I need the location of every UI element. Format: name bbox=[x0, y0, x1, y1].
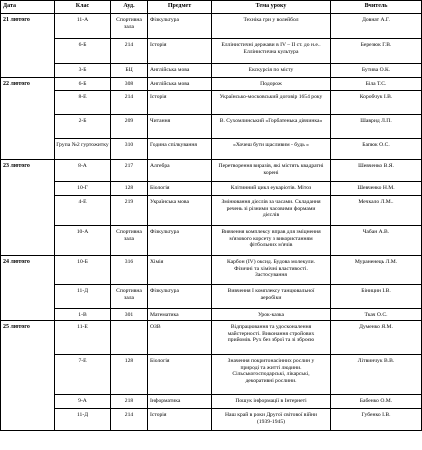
cell-subject: Математика bbox=[148, 309, 212, 321]
cell-topic: Значення покритонасінних рослин у природі та житті людини. Сільськогосподарські, лікарські, декоративні рослини. bbox=[212, 355, 331, 395]
cell-teacher: Довнат А.Г. bbox=[331, 14, 422, 39]
cell-class: 1-В bbox=[55, 309, 111, 321]
table-row bbox=[1, 14, 422, 39]
cell-teacher: Коробчук І.В. bbox=[331, 91, 422, 115]
cell-subject: Фізкультура bbox=[148, 14, 212, 39]
cell-room: 128 bbox=[111, 182, 148, 196]
cell-topic: Українсько-московський договір 1654 року bbox=[212, 91, 331, 115]
cell-room: 209 bbox=[111, 115, 148, 139]
cell-room: 128 bbox=[111, 355, 148, 395]
cell-subject: Історія bbox=[148, 39, 212, 64]
cell-room: БЦ bbox=[111, 64, 148, 78]
header-date: Дата bbox=[1, 1, 55, 14]
table-row bbox=[1, 409, 422, 431]
day-date: 23 лютого bbox=[1, 160, 55, 256]
cell-subject: ОЗВ bbox=[148, 321, 212, 355]
cell-class: 2-Б bbox=[55, 115, 111, 139]
cell-room: 217 bbox=[111, 160, 148, 182]
cell-class: 6-Б bbox=[55, 39, 111, 64]
cell-topic: Відпрацювання та удосконалення майстерності. Виконання стройових прийомів. Рух без зброї та зі зброєю bbox=[212, 321, 331, 355]
cell-room: 219 bbox=[111, 196, 148, 226]
cell-topic: Екскурсія по місту bbox=[212, 64, 331, 78]
cell-room: 214 bbox=[111, 91, 148, 115]
cell-topic: «Хочеш бути щасливим - будь » bbox=[212, 139, 331, 160]
cell-subject: Алгебра bbox=[148, 160, 212, 182]
cell-room: 218 bbox=[111, 395, 148, 409]
table-row bbox=[1, 309, 422, 321]
cell-class: 10-А bbox=[55, 226, 111, 256]
cell-teacher: Біла Т.С. bbox=[331, 78, 422, 91]
cell-room: Спортивна зала bbox=[111, 226, 148, 256]
cell-room: 308 bbox=[111, 78, 148, 91]
cell-class: 7-Е bbox=[55, 355, 111, 395]
cell-class: 11-Д bbox=[55, 285, 111, 309]
table-row bbox=[1, 321, 422, 355]
cell-subject: Біологія bbox=[148, 355, 212, 395]
table-row bbox=[1, 395, 422, 409]
cell-teacher: Мечкало Л.М.. bbox=[331, 196, 422, 226]
cell-teacher: Губенко І.В. bbox=[331, 409, 422, 431]
table-row bbox=[1, 285, 422, 309]
table-row bbox=[1, 256, 422, 285]
header-topic: Тема уроку bbox=[212, 1, 331, 14]
cell-class: 8-Е bbox=[55, 91, 111, 115]
cell-teacher: Бапюк О.С. bbox=[331, 139, 422, 160]
table-row bbox=[1, 64, 422, 78]
cell-room: Спортивна зала bbox=[111, 14, 148, 39]
cell-topic: Урок-казка bbox=[212, 309, 331, 321]
cell-topic: Карбон (IV) оксид. Будова молекули. Фізичні та хімічні властивості. Застосування bbox=[212, 256, 331, 285]
cell-class: 10-Г bbox=[55, 182, 111, 196]
cell-class: 4-Е bbox=[55, 196, 111, 226]
table-row bbox=[1, 182, 422, 196]
header-room: Ауд. bbox=[111, 1, 148, 14]
cell-teacher: Шаврид Л.П. bbox=[331, 115, 422, 139]
table-row bbox=[1, 226, 422, 256]
day-date: 24 лютого bbox=[1, 256, 55, 321]
cell-teacher: Шевченко В.Я. bbox=[331, 160, 422, 182]
cell-teacher: Думенко Я.М. bbox=[331, 321, 422, 355]
cell-teacher: Шевченко Н.М. bbox=[331, 182, 422, 196]
cell-class: 11-А bbox=[55, 14, 111, 39]
cell-subject: Година спілкування bbox=[148, 139, 212, 160]
cell-subject: Інформатика bbox=[148, 395, 212, 409]
cell-subject: Історія bbox=[148, 91, 212, 115]
cell-topic: Клітинний цикл еукаріотів. Мітоз bbox=[212, 182, 331, 196]
table-row bbox=[1, 91, 422, 115]
cell-topic: Пошук інформації в Інтернеті bbox=[212, 395, 331, 409]
table-row bbox=[1, 39, 422, 64]
cell-teacher: Літвинчук В.В. bbox=[331, 355, 422, 395]
cell-class: Група №2 гуртожитку bbox=[55, 139, 111, 160]
cell-class: 3-Б bbox=[55, 64, 111, 78]
cell-topic: Перетворення виразів, які містять квадратні корені bbox=[212, 160, 331, 182]
day-date: 21 лютого bbox=[1, 14, 55, 78]
cell-subject: Англійська мова bbox=[148, 64, 212, 78]
cell-room: 214 bbox=[111, 409, 148, 431]
cell-subject: Читання bbox=[148, 115, 212, 139]
table-header-row bbox=[1, 1, 422, 14]
cell-subject: Англійська мова bbox=[148, 78, 212, 91]
cell-topic: Змінювання дієслів за часами. Складання речень зі різними часовими формами дієслів bbox=[212, 196, 331, 226]
cell-subject: Історія bbox=[148, 409, 212, 431]
day-date: 25 лютого bbox=[1, 321, 55, 431]
table-row bbox=[1, 139, 422, 160]
header-subject: Предмет bbox=[148, 1, 212, 14]
header-class: Клас bbox=[55, 1, 111, 14]
cell-class: 11-Е bbox=[55, 321, 111, 355]
cell-teacher: Чабан А.В. bbox=[331, 226, 422, 256]
cell-teacher: Біницин І.В. bbox=[331, 285, 422, 309]
cell-teacher: Березюк Г.В. bbox=[331, 39, 422, 64]
cell-teacher: Бутива О.К. bbox=[331, 64, 422, 78]
table-row bbox=[1, 115, 422, 139]
day-date: 22 лютого bbox=[1, 78, 55, 160]
table-row bbox=[1, 160, 422, 182]
cell-topic: В. Сухомлинський «Горбатенька дівчинка» bbox=[212, 115, 331, 139]
cell-topic: Техніка гри у волейбол bbox=[212, 14, 331, 39]
cell-room: 214 bbox=[111, 39, 148, 64]
cell-topic: Подорож bbox=[212, 78, 331, 91]
cell-topic: Вивчення комплексу вправ для зміцнення м'язового корсету з використанням фітбольних м'ячів bbox=[212, 226, 331, 256]
cell-room: Спортивна зала bbox=[111, 285, 148, 309]
cell-room bbox=[111, 321, 148, 355]
table-row bbox=[1, 355, 422, 395]
cell-room: 301 bbox=[111, 309, 148, 321]
header-teacher: Вчитель bbox=[331, 1, 422, 14]
cell-class: 10-Б bbox=[55, 256, 111, 285]
cell-class: 11-Д bbox=[55, 409, 111, 431]
cell-topic: Наш край в роки Другої світової війни (1939-1945) bbox=[212, 409, 331, 431]
cell-topic: Еллінистичні держави в IV – II ст. до н.е.. Еллінистична культура bbox=[212, 39, 331, 64]
table-row bbox=[1, 196, 422, 226]
cell-subject: Українська мова bbox=[148, 196, 212, 226]
cell-class: 9-А bbox=[55, 395, 111, 409]
cell-room: 310 bbox=[111, 139, 148, 160]
cell-subject: Біологія bbox=[148, 182, 212, 196]
cell-subject: Фізкультура bbox=[148, 226, 212, 256]
cell-subject: Хімія bbox=[148, 256, 212, 285]
cell-subject: Фізкультура bbox=[148, 285, 212, 309]
cell-teacher: Бабенко О.М. bbox=[331, 395, 422, 409]
cell-class: 6-Б bbox=[55, 78, 111, 91]
cell-teacher: Мураненець Л.М. bbox=[331, 256, 422, 285]
cell-topic: Вивчення І комплексу танцювальної аеробіки bbox=[212, 285, 331, 309]
cell-room: 316 bbox=[111, 256, 148, 285]
cell-class: 8-А bbox=[55, 160, 111, 182]
table-row bbox=[1, 78, 422, 91]
cell-teacher: Ткач О.С. bbox=[331, 309, 422, 321]
